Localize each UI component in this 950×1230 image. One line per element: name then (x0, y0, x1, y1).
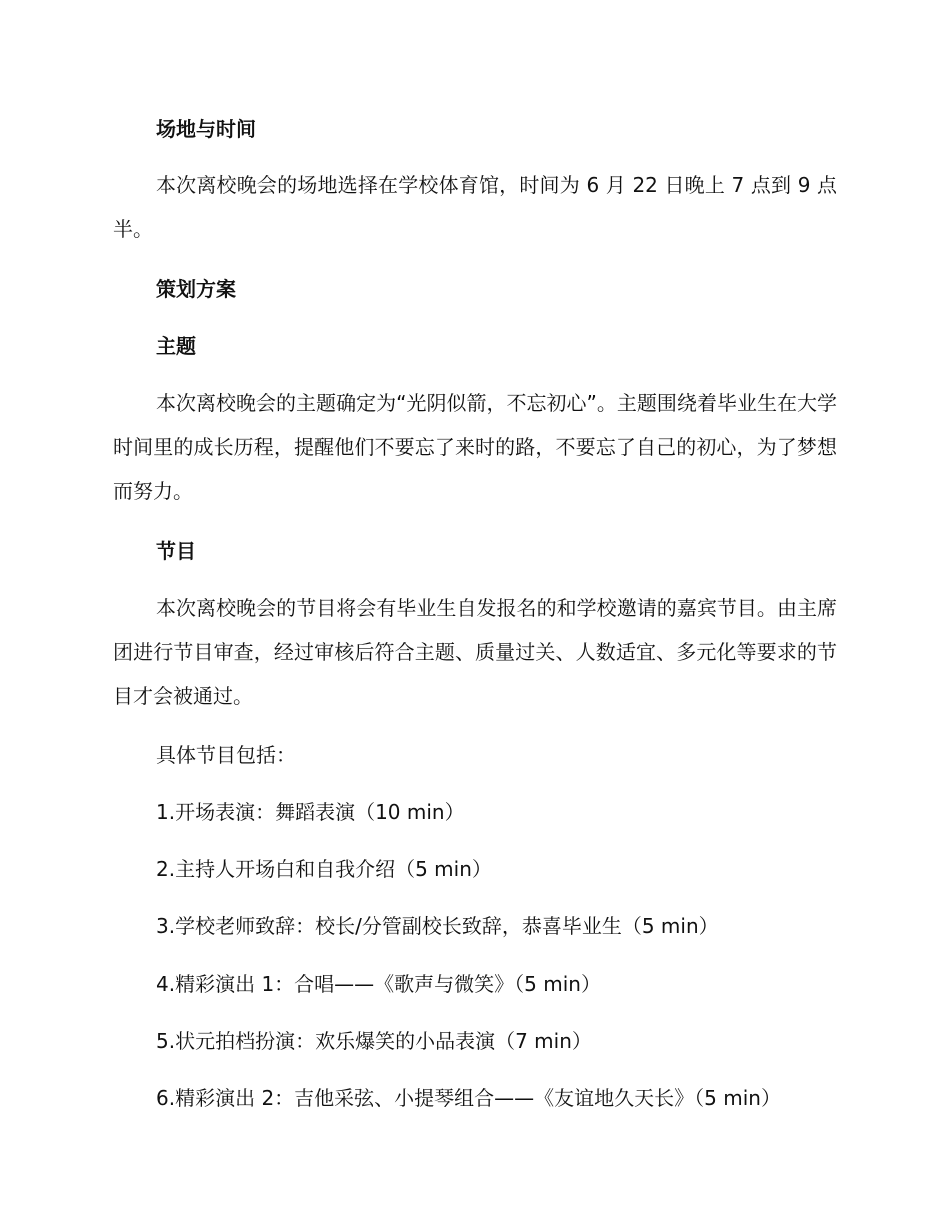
heading-theme: 主题 (156, 334, 196, 358)
program-item: 6.精彩演出 2：吉他采弦、小提琴组合——《友谊地久天长》（5 min） (156, 1086, 781, 1110)
paragraph-program: 本次离校晚会的节目将会有毕业生自发报名的和学校邀请的嘉宾节目。由主席团进行节目审查，经过审核后符合主题、质量过关、人数适宜、多元化等要求的节目才会被通过。 (113, 596, 837, 708)
heading-venue-time: 场地与时间 (156, 117, 256, 141)
program-item: 2.主持人开场白和自我介绍（5 min） (156, 857, 492, 881)
program-intro: 具体节目包括： (156, 743, 296, 767)
program-item: 5.状元拍档扮演：欢乐爆笑的小品表演（7 min） (156, 1029, 592, 1053)
program-item: 1.开场表演：舞蹈表演（10 min） (156, 800, 465, 824)
program-item: 3.学校老师致辞：校长/分管副校长致辞，恭喜毕业生（5 min） (156, 914, 719, 938)
paragraph-theme: 本次离校晚会的主题确定为“光阴似箭，不忘初心”。主题围绕着毕业生在大学时间里的成长历程，提醒他们不要忘了来时的路，不要忘了自己的初心，为了梦想而努力。 (113, 391, 837, 503)
heading-program: 节目 (156, 539, 196, 563)
program-item: 4.精彩演出 1：合唱——《歌声与微笑》（5 min） (156, 972, 601, 996)
paragraph-venue-time: 本次离校晚会的场地选择在学校体育馆，时间为 6 月 22 日晚上 7 点到 9 点半。 (113, 173, 837, 241)
heading-plan: 策划方案 (156, 277, 236, 301)
